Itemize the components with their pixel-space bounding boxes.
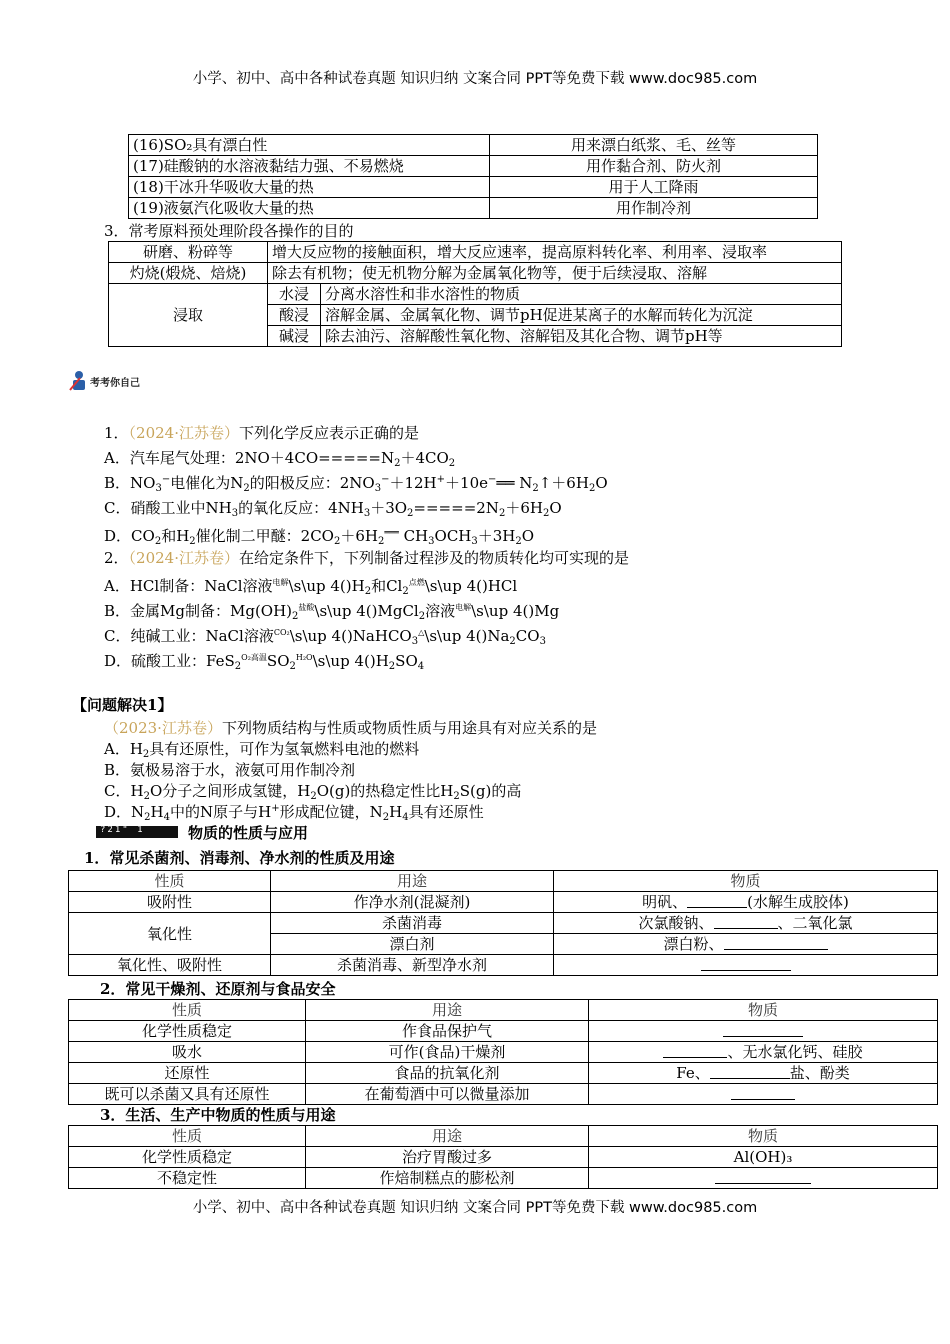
answer-blank[interactable] xyxy=(687,893,747,908)
sub-operation-cell: 碱浸 xyxy=(268,326,321,347)
table-row xyxy=(69,1168,938,1189)
header-cell: 用途 xyxy=(306,1126,589,1147)
use-cell: 作焙制糕点的膨松剂 xyxy=(306,1168,589,1189)
sub-operation-cell: 酸浸 xyxy=(268,305,321,326)
table-row xyxy=(69,1021,938,1042)
substance-cell: Al(OH)₃ xyxy=(589,1147,938,1168)
answer-blank[interactable] xyxy=(724,935,828,950)
use-cell: 用作制冷剂 xyxy=(490,198,818,219)
use-cell: 治疗胃酸过多 xyxy=(306,1147,589,1168)
substance-cell xyxy=(554,892,938,913)
substance-cell xyxy=(554,955,938,976)
table-header-row xyxy=(69,1000,938,1021)
q1-option-b: B．$NO_3^-$电催化为$N_2$的阳极反应：$2NO_3^-+12H^++10e^-══$ $N_2↑+6H_2O$ xyxy=(104,474,608,494)
p1-option-b: B．氨极易溶于水，液氨可用作制冷剂 xyxy=(104,761,356,779)
property-cell: 化学性质稳定 xyxy=(69,1021,306,1042)
header-cell: 用途 xyxy=(306,1000,589,1021)
operation-cell: 灼烧(煅烧、焙烧) xyxy=(109,263,268,284)
question-stem: 下列化学反应表示正确的是 xyxy=(239,424,420,442)
sub-operation-cell: 水浸 xyxy=(268,284,321,305)
q1-option-d: D．$CO_2$和$H_2$催化制二甲醚：$2CO_2+6H_2^{═══}$ $CH_3OCH_3+3H_2O$ xyxy=(104,527,535,547)
answer-blank[interactable] xyxy=(723,1022,803,1037)
table-row xyxy=(69,1063,938,1084)
use-cell: 作净水剂(混凝剂) xyxy=(271,892,554,913)
property-cell: (16)SO₂具有漂白性 xyxy=(129,135,490,156)
use-cell: 可作(食品)干燥剂 xyxy=(306,1042,589,1063)
p1-option-c: C．$H_2O$分子之间形成氢键，$H_2O(g)$的热稳定性比$H_2S(g)$的高 xyxy=(104,782,522,802)
q2-option-a: A．HCl制备：NaCl溶液$^{电解}$\s\up $4()H_2$和$Cl_2^{点燃}\backslash s\backslash up$ 4()HCl xyxy=(104,577,518,597)
property-cell: 氧化性 xyxy=(69,913,271,955)
substance-cell xyxy=(554,913,938,934)
footer-banner: 小学、初中、高中各种试卷真题 知识归纳 文案合同 PPT等免费下载 www.doc985.com xyxy=(192,1200,758,1216)
question-1 xyxy=(104,421,419,445)
tag-text: ?21" 1 xyxy=(100,825,145,835)
header-cell: 物质 xyxy=(554,871,938,892)
question-2 xyxy=(104,546,629,570)
use-cell: 用于人工降雨 xyxy=(490,177,818,198)
table-row xyxy=(109,284,842,305)
property-cell: 既可以杀菌又具有还原性 xyxy=(69,1084,306,1105)
substance-cell xyxy=(589,1021,938,1042)
pretreatment-table xyxy=(108,241,842,347)
answer-blank[interactable] xyxy=(714,914,778,929)
substance-cell xyxy=(589,1063,938,1084)
section-3-title: 3．常考原料预处理阶段各操作的目的 xyxy=(104,222,354,240)
table-row xyxy=(69,913,938,934)
purpose-cell: 增大反应物的接触面积，增大反应速率，提高原料转化率、利用率、浸取率 xyxy=(268,242,842,263)
text: 盐、酚类 xyxy=(789,1064,850,1082)
table-header-row xyxy=(69,871,938,892)
p1-option-d: D．$N_2H_4$中的N原子与H+形成配位键，$N_2H_4$具有还原性 xyxy=(104,803,484,823)
section-title: 物质的性质与应用 xyxy=(188,824,309,842)
header-cell: 用途 xyxy=(271,871,554,892)
section-tag xyxy=(96,826,178,838)
header-cell: 物质 xyxy=(589,1000,938,1021)
header-cell: 性质 xyxy=(69,1000,306,1021)
use-cell: 用作黏合剂、防火剂 xyxy=(490,156,818,177)
text: Fe、 xyxy=(676,1064,710,1082)
table-row xyxy=(69,1084,938,1105)
text: 漂白粉、 xyxy=(663,935,724,953)
q2-option-d: D．硫酸工业：$FeS_2^{O_2高温}SO_2^{H_2O}\backslash s\backslash up$ $4()H_2SO_4$ xyxy=(104,652,425,672)
daily-use-table xyxy=(68,1125,938,1189)
table-row xyxy=(129,156,818,177)
logo-text: 考考你自己 xyxy=(90,378,140,389)
text: 、无水氯化钙、硅胶 xyxy=(727,1043,863,1061)
answer-blank[interactable] xyxy=(715,1169,811,1184)
header-cell: 性质 xyxy=(69,1126,306,1147)
table-1-title: 1．常见杀菌剂、消毒剂、净水剂的性质及用途 xyxy=(84,849,395,867)
answer-blank[interactable] xyxy=(710,1064,790,1079)
question-source: （2024·江苏卷） xyxy=(128,549,239,567)
table-row xyxy=(129,177,818,198)
substance-cell xyxy=(589,1042,938,1063)
q1-option-a: A．汽车尾气处理：$2NO+4CO=====N_2+4CO_2$ xyxy=(104,449,456,469)
use-cell: 在葡萄酒中可以微量添加 xyxy=(306,1084,589,1105)
operation-cell: 研磨、粉碎等 xyxy=(109,242,268,263)
purpose-cell: 溶解金属、金属氧化物、调节pH促进某离子的水解而转化为沉淀 xyxy=(321,305,842,326)
use-cell: 杀菌消毒、新型净水剂 xyxy=(271,955,554,976)
table-2-title: 2．常见干燥剂、还原剂与食品安全 xyxy=(100,980,336,998)
question-source: （2024·江苏卷） xyxy=(128,424,239,442)
text: 次氯酸钠、 xyxy=(638,914,714,932)
p1-option-a: A．$H_2$具有还原性，可作为氢氧燃料电池的燃料 xyxy=(104,740,420,760)
q1-option-c: C．硝酸工业中$NH_3$的氧化反应：$4NH_3+3O_2=====2N_2+6H_2O$ xyxy=(104,499,562,519)
table-row xyxy=(129,135,818,156)
property-cell: 还原性 xyxy=(69,1063,306,1084)
substance-cell xyxy=(589,1084,938,1105)
desiccant-table xyxy=(68,999,938,1105)
text: (水解生成胶体) xyxy=(747,893,849,911)
question-stem: 下列物质结构与性质或物质性质与用途具有对应关系的是 xyxy=(221,719,597,737)
table-header-row xyxy=(69,1126,938,1147)
answer-blank[interactable] xyxy=(731,1085,795,1100)
header-cell: 性质 xyxy=(69,871,271,892)
header-banner: 小学、初中、高中各种试卷真题 知识归纳 文案合同 PPT等免费下载 www.doc985.com xyxy=(192,71,758,87)
use-cell: 食品的抗氧化剂 xyxy=(306,1063,589,1084)
table-3-title: 3．生活、生产中物质的性质与用途 xyxy=(100,1106,336,1124)
property-cell: (18)干冰升华吸收大量的热 xyxy=(129,177,490,198)
text: 明矾、 xyxy=(642,893,688,911)
use-cell: 漂白剂 xyxy=(271,934,554,955)
q2-option-c: C．纯碱工业：NaCl溶液$^{CO_2}$\s\up 4()NaHCO$_3$△\s\up $4()Na_2CO_3$ xyxy=(104,627,546,647)
purpose-cell: 除去油污、溶解酸性氧化物、溶解铝及其化合物、调节pH等 xyxy=(321,326,842,347)
property-cell: 吸水 xyxy=(69,1042,306,1063)
substance-cell xyxy=(554,934,938,955)
property-cell: (17)硅酸钠的水溶液黏结力强、不易燃烧 xyxy=(129,156,490,177)
purpose-cell: 除去有机物；使无机物分解为金属氧化物等，便于后续浸取、溶解 xyxy=(268,263,842,284)
use-cell: 杀菌消毒 xyxy=(271,913,554,934)
operation-cell: 浸取 xyxy=(109,284,268,347)
question-number: 1． xyxy=(104,424,129,442)
question-source: （2023·江苏卷） xyxy=(104,719,222,737)
property-cell: 化学性质稳定 xyxy=(69,1147,306,1168)
text: 、二氧化氯 xyxy=(777,914,853,932)
table-row xyxy=(129,198,818,219)
use-cell: 作食品保护气 xyxy=(306,1021,589,1042)
table-row xyxy=(69,1042,938,1063)
header-cell: 物质 xyxy=(589,1126,938,1147)
answer-blank[interactable] xyxy=(663,1043,727,1058)
property-cell: 吸附性 xyxy=(69,892,271,913)
problem-title: 【问题解决1】 xyxy=(72,696,173,714)
q2-option-b: B．金属Mg制备：$Mg(OH)_2^{盐酸}\backslash s\backslash up$ 4()MgCl$_2$溶液$^{电解}$\s\up 4()Mg xyxy=(104,602,560,622)
question-number: 2． xyxy=(104,549,129,567)
table-row xyxy=(109,263,842,284)
table-row xyxy=(69,1147,938,1168)
table-row xyxy=(109,242,842,263)
property-cell: 氧化性、吸附性 xyxy=(69,955,271,976)
use-cell: 用来漂白纸浆、毛、丝等 xyxy=(490,135,818,156)
person-pencil-icon xyxy=(68,370,90,392)
question-stem: 在给定条件下，下列制备过程涉及的物质转化均可实现的是 xyxy=(239,549,630,567)
properties-uses-table xyxy=(128,134,818,219)
substance-cell xyxy=(589,1168,938,1189)
table-row xyxy=(69,892,938,913)
self-test-logo xyxy=(68,370,148,392)
property-cell: 不稳定性 xyxy=(69,1168,306,1189)
answer-blank[interactable] xyxy=(701,956,791,971)
purpose-cell: 分离水溶性和非水溶性的物质 xyxy=(321,284,842,305)
property-cell: (19)液氨汽化吸收大量的热 xyxy=(129,198,490,219)
sterilizer-table xyxy=(68,870,938,976)
table-row xyxy=(69,955,938,976)
